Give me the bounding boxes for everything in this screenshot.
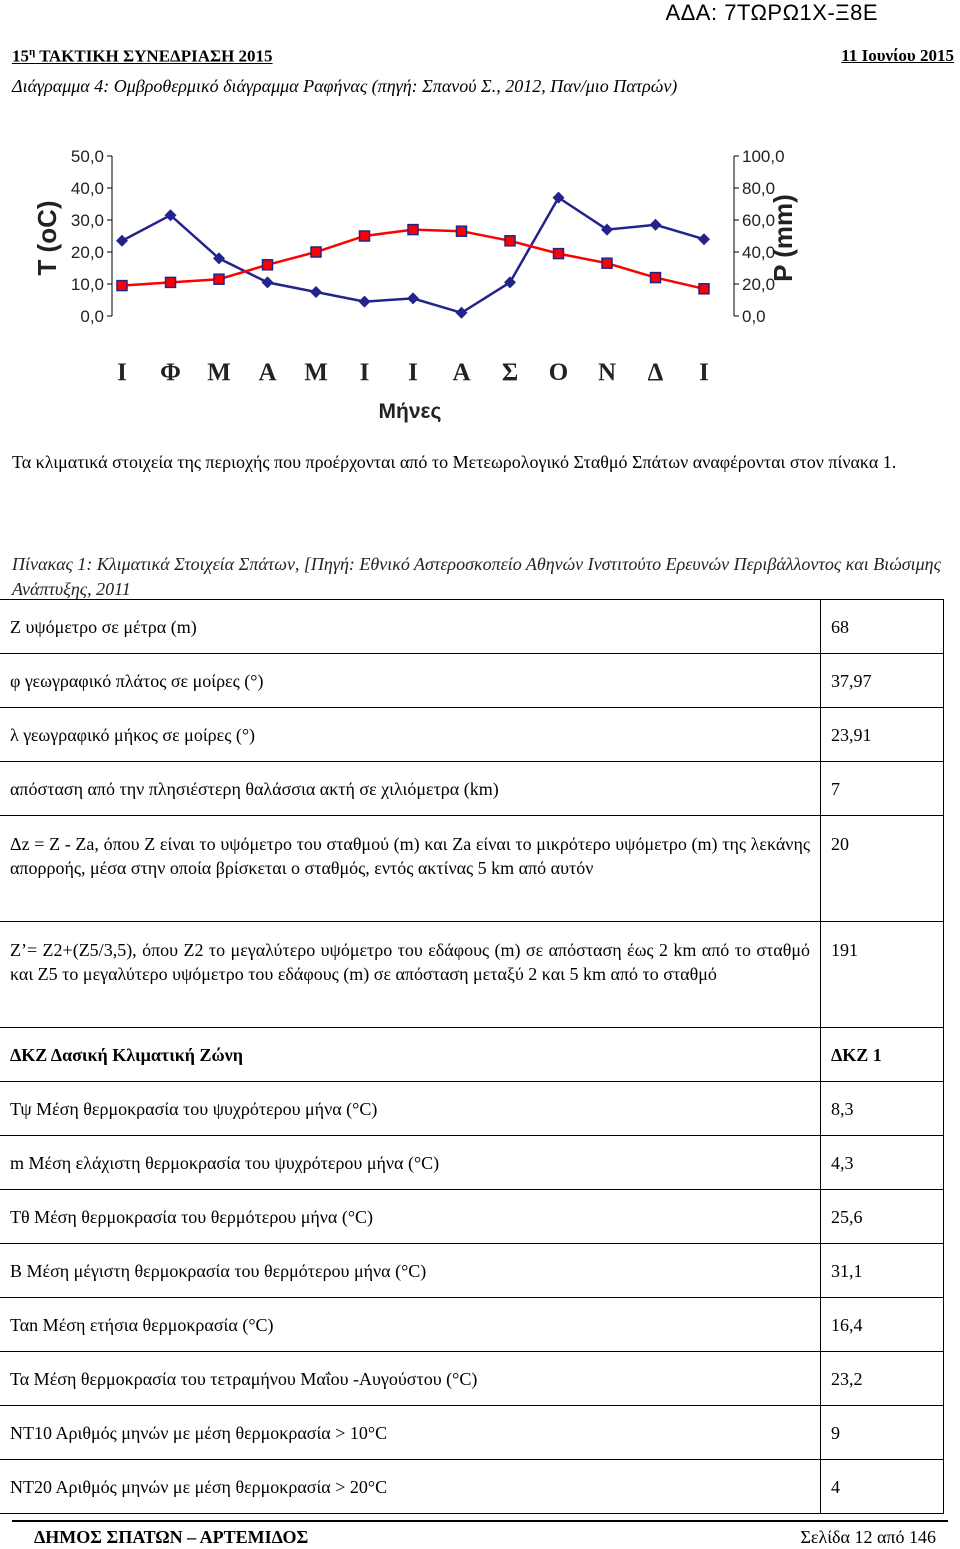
right-tick-label: 20,0 [742, 275, 776, 294]
series-point [263, 260, 273, 270]
table-row [0, 1136, 944, 1190]
footer-divider [12, 1520, 948, 1522]
table-cell-label: ΔΚΖ Δασική Κλιματική Ζώνη [0, 1028, 821, 1082]
table-row [0, 654, 944, 708]
footer-municipality: ΔΗΜΟΣ ΣΠΑΤΩΝ – ΑΡΤΕΜΙΔΟΣ [34, 1527, 309, 1547]
series-point [650, 219, 662, 231]
page-header [12, 46, 954, 70]
table-cell-value: 4,3 [821, 1136, 944, 1190]
table-row [0, 762, 944, 816]
table-cell-value: 20 [821, 816, 944, 922]
series-point [456, 307, 468, 319]
table-cell-label: Ζ υψόμετρο σε μέτρα (m) [0, 600, 821, 654]
table-row [0, 1406, 944, 1460]
series-point [408, 225, 418, 235]
series-point [166, 277, 176, 287]
series-point [359, 296, 371, 308]
table-cell-label: ΝΤ10 Αριθμός μηνών με μέση θερμοκρασία > 10°C [0, 1406, 821, 1460]
x-tick-label: Ι [359, 359, 370, 386]
x-tick-label: Ο [548, 359, 569, 386]
series-point [504, 276, 516, 288]
table-row [0, 1082, 944, 1136]
series-point [117, 281, 127, 291]
table-cell-label: Δz = Z - Za, όπου Z είναι το υψόμετρο του σταθμού (m) και Za είναι το μικρότερο υψόμετρο (m) της λεκάνης απορροής, μέσα στην οποία βρίσκεται ο σταθμός, εντός ακτίνας 5 km από αυτόν [0, 816, 821, 922]
table-cell-value: ΔΚΖ 1 [821, 1028, 944, 1082]
table-cell-value: 23,2 [821, 1352, 944, 1406]
climate-table [0, 599, 944, 1514]
table-row [0, 708, 944, 762]
session-name: ΤΑΚΤΙΚΗ ΣΥΝΕΔΡΙΑΣΗ 2015 [35, 46, 273, 66]
series-point [310, 286, 322, 298]
y-axis-title-right: P (mm) [768, 194, 798, 282]
table-cell-value: 23,91 [821, 708, 944, 762]
table-cell-value: 191 [821, 922, 944, 1028]
table-row [0, 1028, 944, 1082]
x-tick-label: Ι [408, 359, 418, 386]
left-tick-label: 10,0 [70, 275, 104, 294]
table-cell-label: m Μέση ελάχιστη θερμοκρασία του ψυχρότερου μήνα (°C) [0, 1136, 821, 1190]
x-tick-label: Φ [160, 359, 181, 386]
table-row [0, 816, 944, 922]
series-point [505, 236, 515, 246]
session-ordinal: η [29, 46, 36, 58]
x-tick-label: Α [258, 359, 277, 386]
series-line [122, 230, 704, 289]
right-tick-label: 40,0 [742, 243, 776, 262]
series-point [554, 249, 564, 259]
table-cell-value: 4 [821, 1460, 944, 1514]
table-cell-label: Z’= Z2+(Z5/3,5), όπου Z2 το μεγαλύτερο υψόμετρο του εδάφους (m) σε απόσταση έως 2 km από το σταθμό και Z5 το μεγαλύτερο υψόμετρο του εδάφους (m) σε απόσταση μεταξύ 2 και 5 km από το σταθμό [0, 922, 821, 1028]
right-tick-label: 80,0 [742, 179, 776, 198]
table-cell-value: 25,6 [821, 1190, 944, 1244]
table-cell-value: 68 [821, 600, 944, 654]
series-point [602, 258, 612, 268]
series-point [698, 233, 710, 245]
x-tick-label: Μ [304, 359, 328, 386]
table-row [0, 600, 944, 654]
session-title [12, 46, 273, 67]
series-point [407, 292, 419, 304]
table-cell-label: Β Μέση μέγιστη θερμοκρασία του θερμότερου μήνα (°C) [0, 1244, 821, 1298]
left-tick-label: 20,0 [70, 243, 104, 262]
table-cell-label: λ γεωγραφικό μήκος σε μοίρες (°) [0, 708, 821, 762]
session-number: 15 [12, 46, 29, 66]
table-cell-value: 7 [821, 762, 944, 816]
series-point [116, 235, 128, 247]
x-tick-label: Ν [597, 359, 617, 386]
table-cell-label: φ γεωγραφικό πλάτος σε μοίρες (°) [0, 654, 821, 708]
series-point [262, 276, 274, 288]
table-cell-label: απόσταση από την πλησιέστερη θαλάσσια ακτή σε χιλιόμετρα (km) [0, 762, 821, 816]
table-cell-value: 16,4 [821, 1298, 944, 1352]
series-point [311, 247, 321, 257]
x-tick-label: Σ [501, 359, 519, 386]
table-row [0, 1244, 944, 1298]
series-point [214, 274, 224, 284]
table-row [0, 922, 944, 1028]
intro-paragraph: Τα κλιματικά στοιχεία της περιοχής που προέρχονται από το Μετεωρολογικό Σταθμό Σπάτων αναφέρονται στον πίνακα 1. [12, 452, 897, 472]
x-tick-label: Μ [207, 359, 231, 386]
table-cell-label: ΝΤ20 Αριθμός μηνών με μέση θερμοκρασία > 20°C [0, 1460, 821, 1514]
footer-page-number: Σελίδα 12 από 146 [800, 1527, 936, 1547]
table-row [0, 1190, 944, 1244]
chart-axes [107, 156, 739, 316]
diagram-caption: Διάγραμμα 4: Ομβροθερμικό διάγραμμα Ραφήνας (πηγή: Σπανού Σ., 2012, Παν/μιο Πατρών) [12, 76, 678, 96]
right-tick-label: 0,0 [742, 307, 766, 326]
table-row [0, 1298, 944, 1352]
ada-stamp: ΑΔΑ: 7ΤΩΡΩ1Χ-Ξ8Ε [665, 0, 878, 25]
series-point [699, 284, 709, 294]
table-row [0, 1352, 944, 1406]
table-cell-value: 37,97 [821, 654, 944, 708]
page-footer [34, 1527, 936, 1549]
table-cell-label: Τθ Μέση θερμοκρασία του θερμότερου μήνα (°C) [0, 1190, 821, 1244]
left-tick-label: 0,0 [80, 307, 104, 326]
table-cell-label: Τψ Μέση θερμοκρασία του ψυχρότερου μήνα (°C) [0, 1082, 821, 1136]
y-axis-title-left: T (oC) [32, 200, 62, 276]
right-tick-label: 100,0 [742, 147, 785, 166]
table-cell-value: 31,1 [821, 1244, 944, 1298]
table-caption: Πίνακας 1: Κλιματικά Στοιχεία Σπάτων, [Πηγή: Εθνικό Αστεροσκοπείο Αθηνών Ινστιτούτο Ερευνών Περιβάλλοντος και Βιώσιμης Ανάπτυξης, 2011 [12, 554, 941, 599]
x-tick-label: Ι [117, 359, 127, 386]
right-tick-label: 60,0 [742, 211, 776, 230]
table-cell-value: 8,3 [821, 1082, 944, 1136]
table-cell-label: Ταn Μέση ετήσια θερμοκρασία (°C) [0, 1298, 821, 1352]
table-row [0, 1460, 944, 1514]
x-tick-label: Α [452, 359, 471, 386]
session-date: 11 Ιουνίου 2015 [841, 46, 954, 65]
x-axis-title: Μήνες [378, 400, 442, 423]
left-tick-label: 30,0 [70, 211, 104, 230]
left-tick-label: 50,0 [70, 147, 104, 166]
chart-series [116, 192, 710, 319]
left-tick-label: 40,0 [70, 179, 104, 198]
ombrothermic-chart [30, 138, 810, 438]
series-point [360, 231, 370, 241]
series-point [457, 226, 467, 236]
series-point [651, 273, 661, 283]
table-cell-value: 9 [821, 1406, 944, 1460]
x-tick-label: Ι [699, 359, 709, 386]
x-tick-label: Δ [647, 359, 664, 386]
table-cell-label: Τα Μέση θερμοκρασία του τετραμήνου Μαΐου -Αυγούστου (°C) [0, 1352, 821, 1406]
